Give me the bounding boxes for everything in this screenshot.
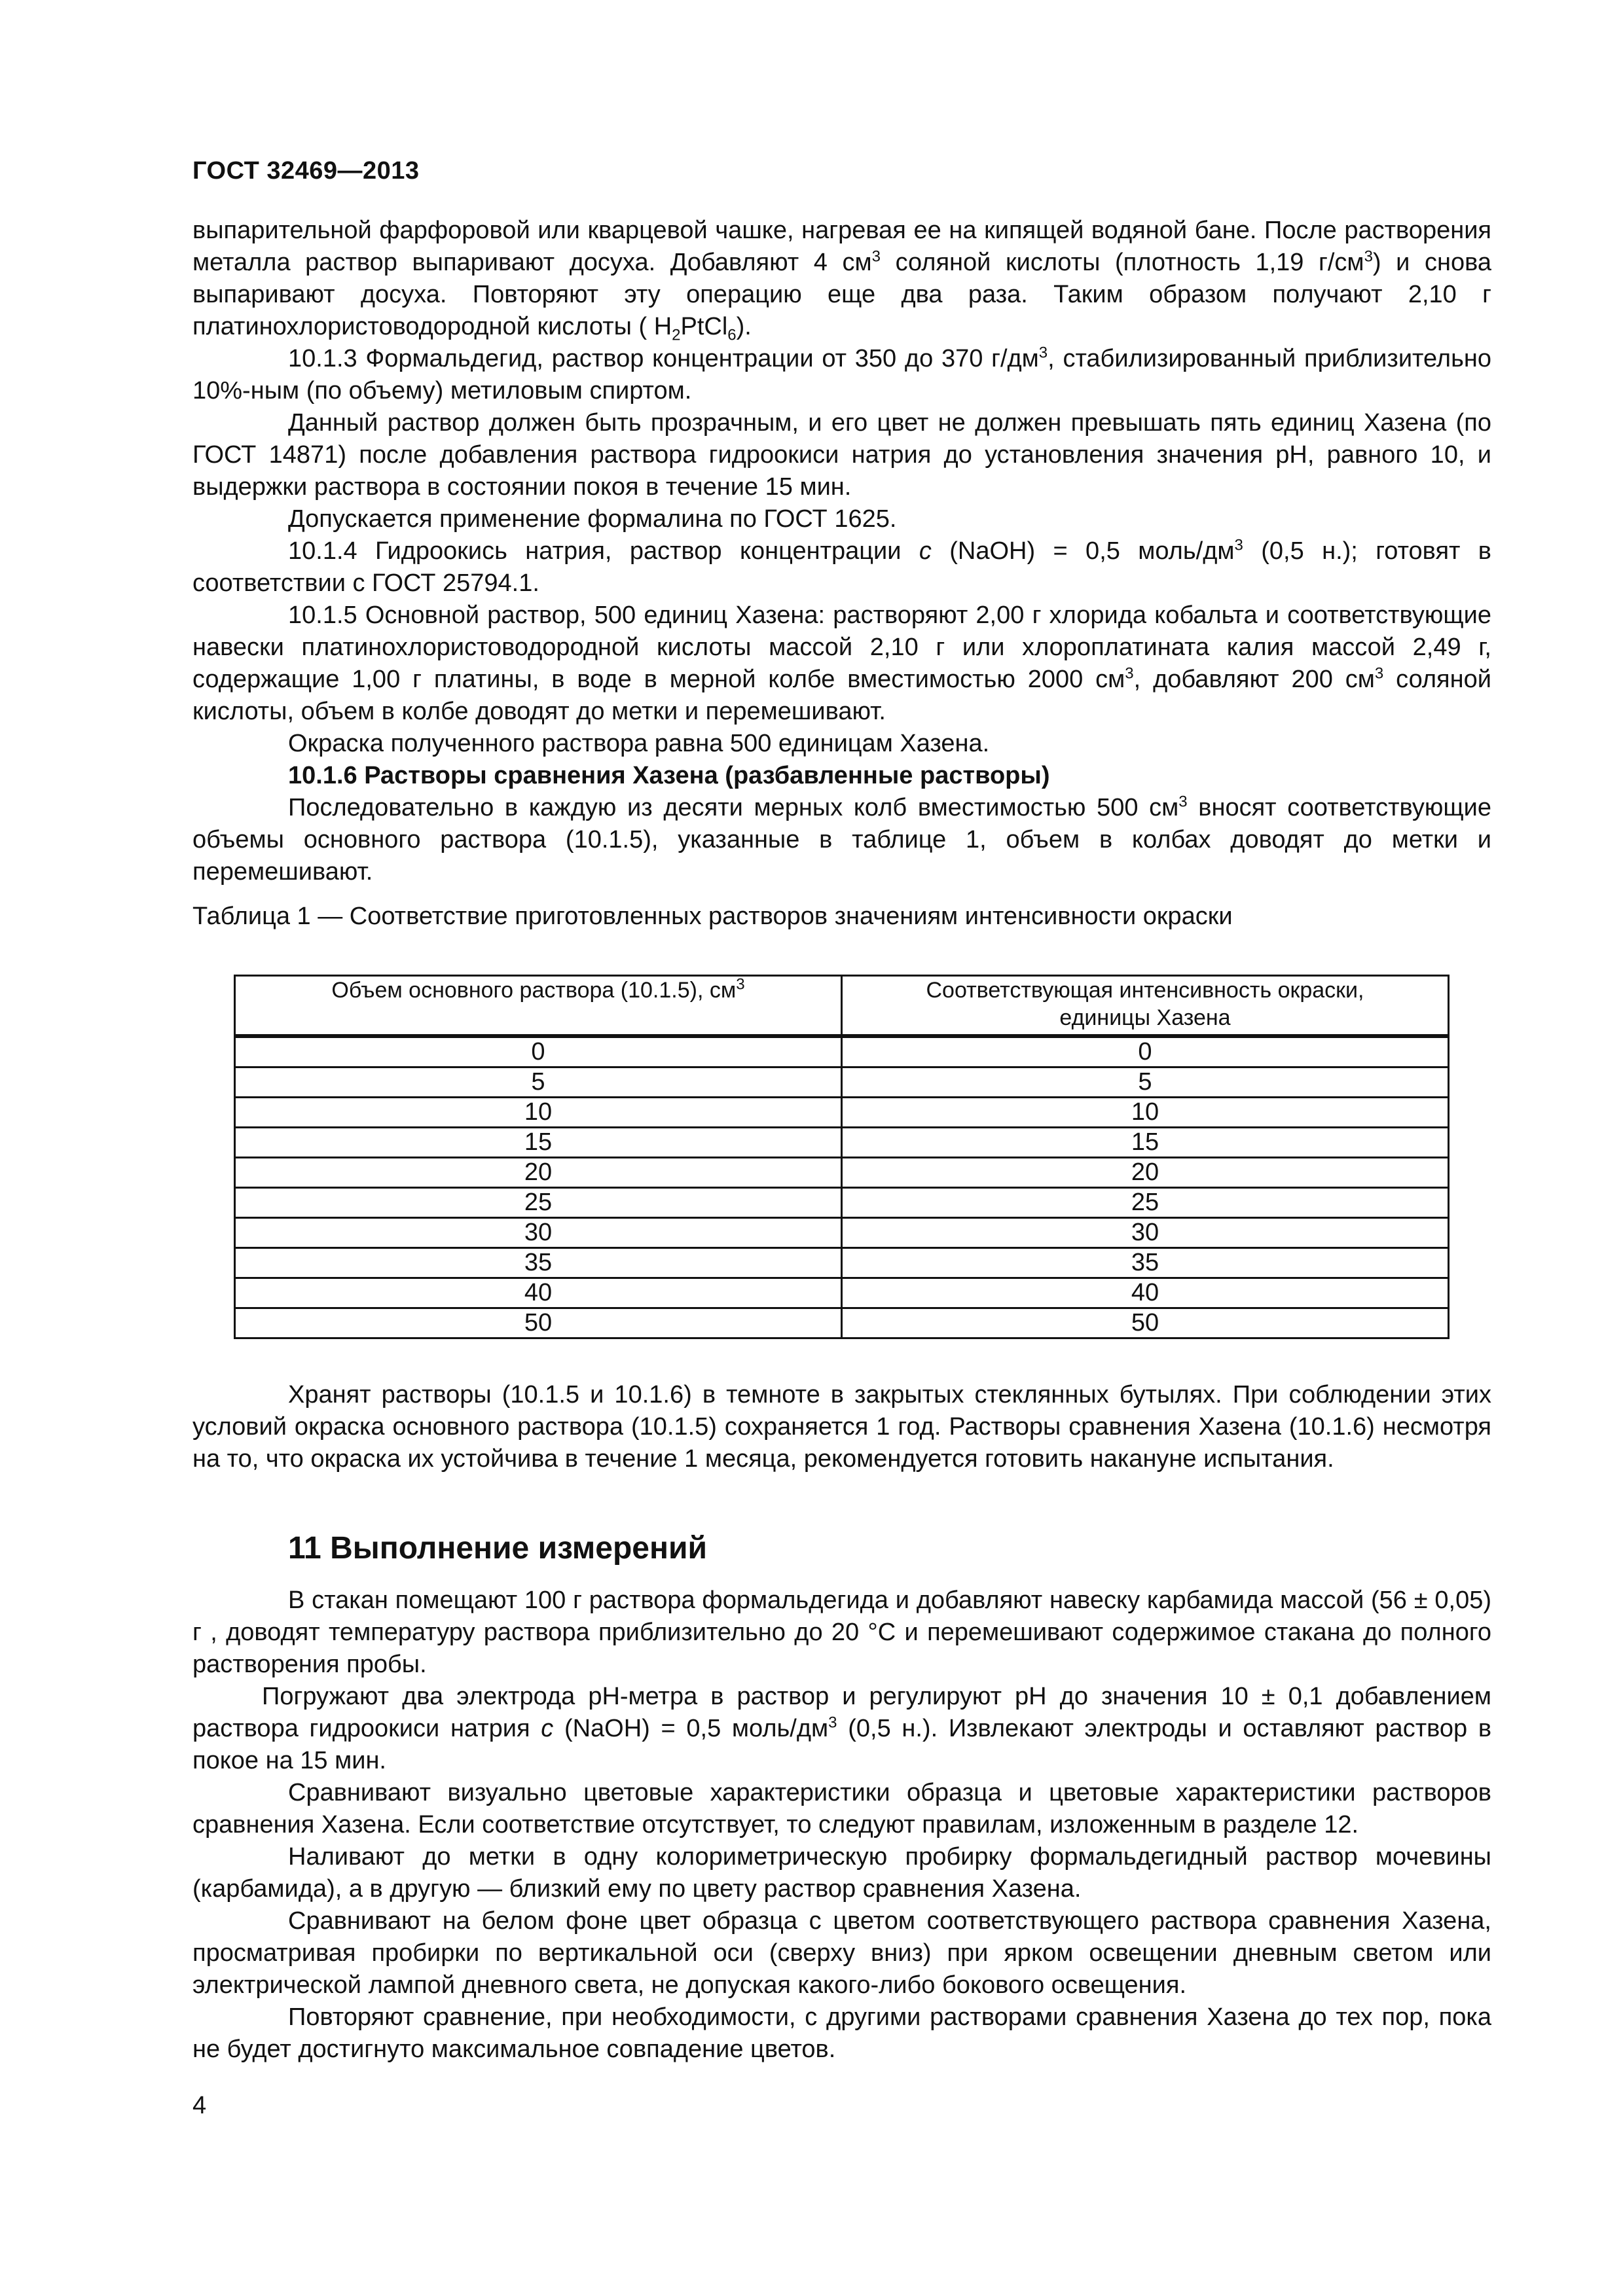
paragraph-formalin: Допускается применение формалина по ГОСТ 1625.	[288, 505, 897, 533]
subscript: 2	[672, 326, 681, 344]
superscript: 3	[871, 247, 881, 266]
superscript: 3	[1364, 247, 1373, 266]
cell-intensity: 15	[842, 1128, 1449, 1158]
paragraph-10-1-6	[192, 792, 1491, 888]
text: Погружают два электрода pH-метра в раствор и регулируют pH до значения 10 ± 0,1 добавлением раствора гидроокиси натрия	[192, 1683, 1491, 1742]
cell-intensity: 0	[842, 1036, 1449, 1067]
table-row	[235, 1278, 1449, 1308]
paragraph-10-1-5	[192, 600, 1491, 728]
cell-intensity: 50	[842, 1308, 1449, 1338]
paragraph-10-1-4	[192, 535, 1491, 600]
cell-intensity: 35	[842, 1248, 1449, 1278]
text: 10.1.5 Основной раствор, 500 единиц Хазена: растворяют 2,00 г хлорида кобальта и соответствующие навески платинохлористоводородной кислоты массой 2,10 г или хлороплатината калия массой 2,49 г, содержащие 1,00 г платины, в воде в мерной колбе вместимостью 2000 см	[192, 601, 1491, 693]
column-header-intensity	[842, 976, 1449, 1037]
text: единицы Хазена	[1059, 1005, 1231, 1030]
table-row	[235, 1098, 1449, 1128]
paragraph-white-background: Сравнивают на белом фоне цвет образца с цветом соответствующего раствора сравнения Хазена, просматривая пробирки по вертикальной оси (сверху вниз) при ярком освещении дневным светом или электрической лампой дневного света, не допуская какого-либо бокового освещения.	[192, 1907, 1491, 1999]
superscript: 3	[1374, 664, 1384, 683]
storage-text-block	[192, 1379, 1491, 1475]
subsection-heading-10-1-6: 10.1.6 Растворы сравнения Хазена (разбавленные растворы)	[288, 762, 1050, 789]
italic-variable: c	[919, 537, 932, 565]
text: выпарительной фарфоровой или кварцевой чашке, нагревая ее на кипящей водяной бане. После растворения металла раствор выпаривают досуха. Добавляют 4 см	[192, 217, 1491, 276]
table-header-row	[235, 976, 1449, 1037]
text: Последовательно в каждую из десяти мерных колб вместимостью 500 см	[288, 794, 1179, 821]
cell-volume: 10	[235, 1098, 842, 1128]
text: (NaOH) = 0,5 моль/дм	[553, 1715, 829, 1742]
text: 10.1.4 Гидроокись натрия, раствор концентрации	[288, 537, 919, 565]
text: Объем основного раствора (10.1.5), см	[331, 978, 737, 1003]
text: соляной кислоты, объем в колбе доводят до метки и перемешивают.	[192, 666, 1491, 725]
text: , добавляют 200 см	[1133, 666, 1375, 693]
paragraph-visual-compare: Сравнивают визуально цветовые характеристики образца и цветовые характеристики растворов сравнения Хазена. Если соответствие отсутствует, то следуют правилам, изложенным в разделе 12.	[192, 1779, 1491, 1839]
paragraph-beaker: В стакан помещают 100 г раствора формальдегида и добавляют навеску карбамида массой (56 ± 0,05) г , доводят температуру раствора приблизительно до 20 °С и перемешивают содержимое стакана до полного растворения пробы.	[192, 1587, 1491, 1678]
cell-volume: 20	[235, 1158, 842, 1188]
table-row	[235, 1188, 1449, 1218]
cell-volume: 35	[235, 1248, 842, 1278]
table-row	[235, 1036, 1449, 1067]
paragraph-repeat: Повторяют сравнение, при необходимости, с другими растворами сравнения Хазена до тех пор, пока не будет достигнуто максимальное совпадение цветов.	[192, 2003, 1491, 2063]
paragraph-storage: Хранят растворы (10.1.5 и 10.1.6) в темноте в закрытых стеклянных бутылях. При соблюдении этих условий окраска основного раствора (10.1.5) сохраняется 1 год. Растворы сравнения Хазена (10.1.6) несмотря на то, что окраска их устойчива в течение 1 месяца, рекомендуется готовить накануне испытания.	[192, 1381, 1491, 1473]
paragraph-transparency: Данный раствор должен быть прозрачным, и его цвет не должен превышать пять единиц Хазена (по ГОСТ 14871) после добавления раствора гидроокиси натрия до установления значения pH, равного 10, и выдержки раствора в состоянии покоя в течение 15 мин.	[192, 409, 1491, 501]
superscript: 3	[736, 975, 745, 994]
text: PtCl	[680, 313, 728, 340]
table-row	[235, 1248, 1449, 1278]
text: (NaOH) = 0,5 моль/дм	[931, 537, 1235, 565]
italic-variable: c	[541, 1715, 554, 1742]
table-row	[235, 1158, 1449, 1188]
subscript: 6	[727, 326, 737, 344]
superscript: 3	[1234, 536, 1243, 554]
text: , стабилизированный приблизительно 10%-ным (по объему) метиловым спиртом.	[192, 345, 1491, 404]
superscript: 3	[1178, 793, 1188, 811]
text: ).	[736, 313, 752, 340]
table-row	[235, 1308, 1449, 1338]
cell-intensity: 10	[842, 1098, 1449, 1128]
cell-volume: 30	[235, 1218, 842, 1248]
cell-intensity: 30	[842, 1218, 1449, 1248]
cell-volume: 40	[235, 1278, 842, 1308]
cell-intensity: 25	[842, 1188, 1449, 1218]
page-number: 4	[192, 2092, 207, 2119]
paragraph-tubes: Наливают до метки в одну колориметрическую пробирку формальдегидный раствор мочевины (карбамида), а в другую — близкий ему по цвету раствор сравнения Хазена.	[192, 1843, 1491, 1903]
cell-intensity: 40	[842, 1278, 1449, 1308]
text: Соответствующая интенсивность окраски,	[926, 978, 1364, 1003]
superscript: 3	[1038, 344, 1048, 362]
superscript: 3	[828, 1713, 837, 1732]
cell-volume: 25	[235, 1188, 842, 1218]
hazen-table	[234, 975, 1450, 1339]
table-row	[235, 1218, 1449, 1248]
paragraph-color-500: Окраска полученного раствора равна 500 единицам Хазена.	[288, 730, 990, 757]
paragraph-platinum-acid	[192, 215, 1491, 343]
cell-volume: 5	[235, 1067, 842, 1098]
table-row	[235, 1067, 1449, 1098]
paragraph-10-1-3	[192, 343, 1491, 407]
cell-intensity: 20	[842, 1158, 1449, 1188]
cell-volume: 50	[235, 1308, 842, 1338]
text: 10.1.3 Формальдегид, раствор концентрации от 350 до 370 г/дм	[288, 345, 1039, 372]
text: (0,5 н.); готовят в соответствии с ГОСТ 25794.1.	[192, 537, 1491, 597]
table-row	[235, 1128, 1449, 1158]
intro-text-block	[192, 215, 1491, 888]
cell-intensity: 5	[842, 1067, 1449, 1098]
cell-volume: 15	[235, 1128, 842, 1158]
section-11-title: 11 Выполнение измерений	[288, 1531, 707, 1566]
text: ) и снова выпаривают досуха. Повторяют эту операцию еще два раза. Таким образом получают 2,10 г платинохлористоводородной кислоты ( H	[192, 249, 1491, 340]
document-code: ГОСТ 32469—2013	[192, 157, 420, 185]
column-header-volume	[235, 976, 842, 1037]
paragraph-ph-electrodes	[192, 1681, 1491, 1777]
superscript: 3	[1125, 664, 1134, 683]
text: соляной кислоты (плотность 1,19 г/см	[880, 249, 1364, 276]
table-caption: Таблица 1 — Соответствие приготовленных растворов значениям интенсивности окраски	[192, 903, 1233, 930]
cell-volume: 0	[235, 1036, 842, 1067]
text: вносят соответствующие объемы основного раствора (10.1.5), указанные в таблице 1, объем в колбах доводят до метки и перемешивают.	[192, 794, 1491, 886]
text: (0,5 н.). Извлекают электроды и оставляют раствор в покое на 15 мин.	[192, 1715, 1492, 1774]
section-11-text-block	[192, 1585, 1491, 2066]
